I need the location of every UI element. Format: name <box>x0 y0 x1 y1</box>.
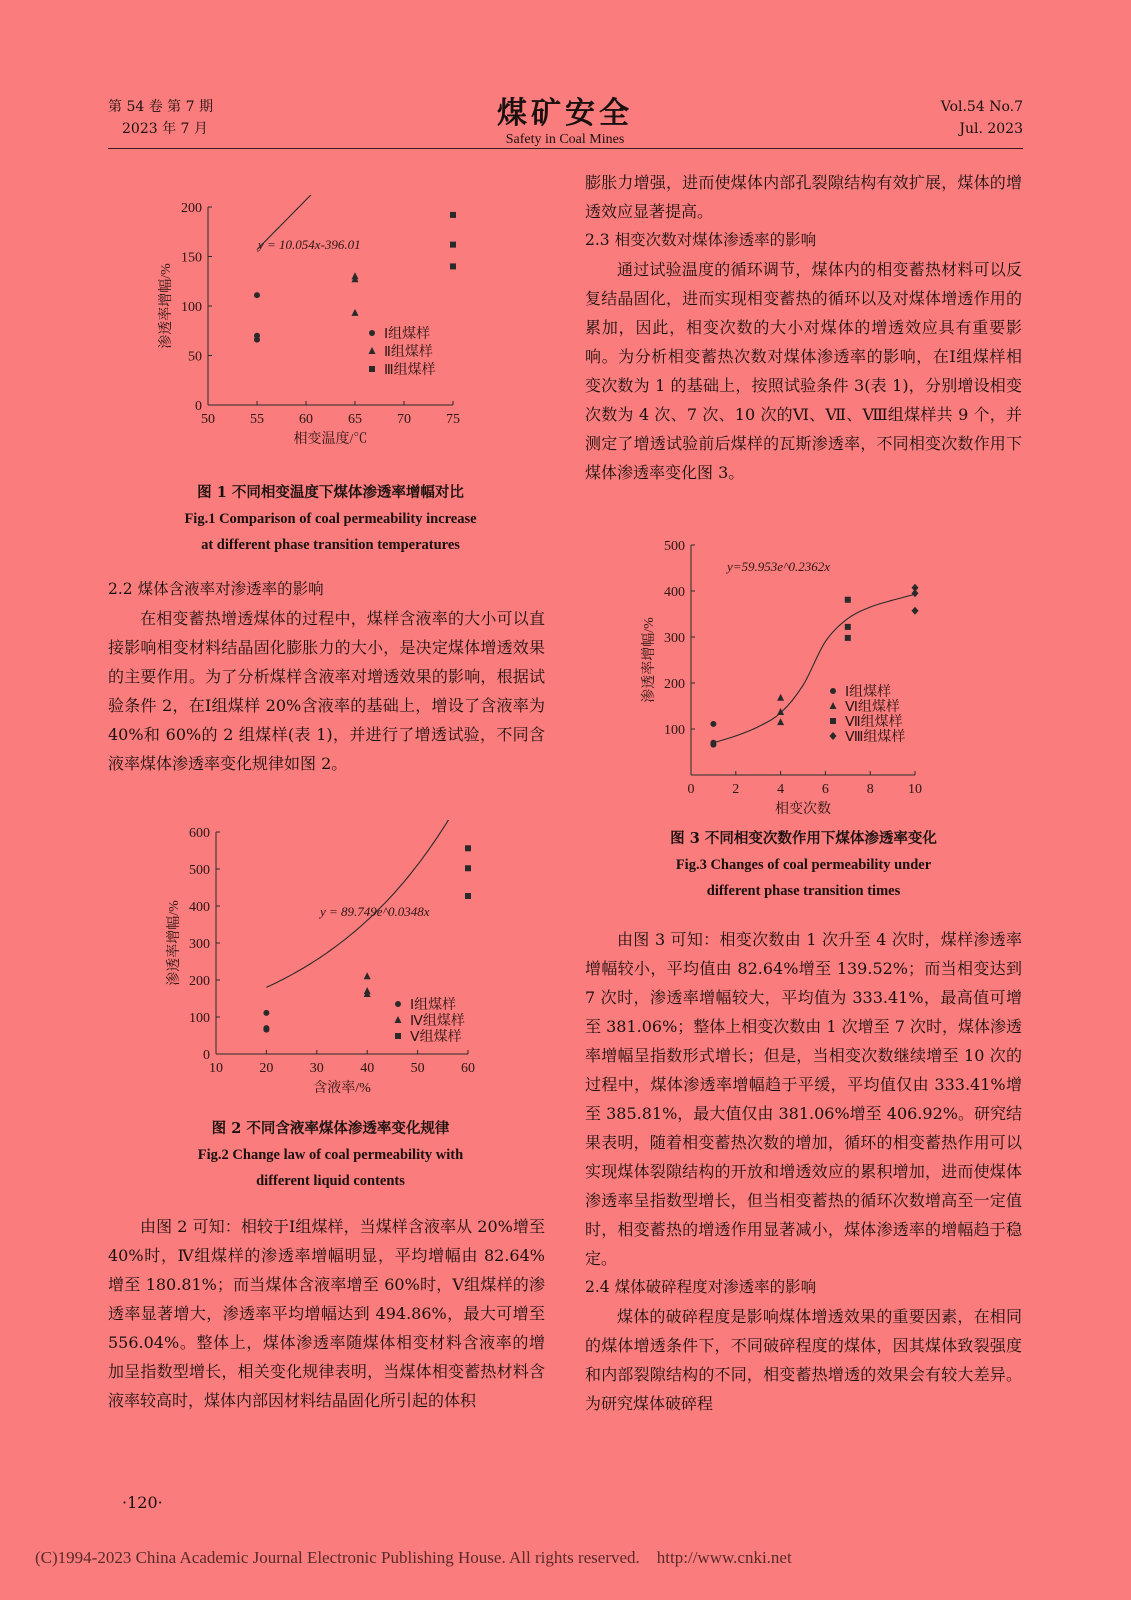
data-point-series-3 <box>465 893 471 899</box>
data-point-series-1 <box>254 292 260 298</box>
y-tick-label: 100 <box>189 1011 210 1026</box>
x-tick-label: 60 <box>461 1061 475 1076</box>
legend-label: Ⅱ组煤样 <box>384 345 433 360</box>
fit-equation: y=59.953e^0.2362x <box>727 559 831 574</box>
legend-marker <box>395 1001 401 1007</box>
y-tick-label: 0 <box>195 399 202 414</box>
data-point-series-3 <box>450 242 456 248</box>
y-tick-label: 400 <box>189 900 210 915</box>
figure-2-caption-en-2: different liquid contents <box>256 1173 405 1189</box>
y-tick-label: 0 <box>203 1048 210 1063</box>
issue-info <box>108 96 213 140</box>
figure-1-caption-en-1: Fig.1 Comparison of coal permeability increase <box>184 511 477 527</box>
journal-title-cn: 煤矿安全 <box>497 96 633 131</box>
header-rule <box>108 148 1023 149</box>
data-point-series-2 <box>352 309 359 316</box>
section-2-4-heading: 2.4 煤体破碎程度对渗透率的影响 <box>585 1278 817 1296</box>
issue-date-en: Jul. 2023 <box>959 121 1023 137</box>
data-point-series-1 <box>263 1027 269 1033</box>
y-tick-label: 100 <box>664 723 685 738</box>
volume-issue-en: Vol.54 No.7 <box>940 99 1023 115</box>
figure-2-caption-en-1: Fig.2 Change law of coal permeability with <box>197 1147 464 1163</box>
legend-label: Ⅰ组煤样 <box>410 998 457 1013</box>
legend-marker <box>395 1033 401 1039</box>
y-tick-label: 600 <box>189 826 210 841</box>
x-tick-label: 40 <box>360 1061 375 1076</box>
page-number: ·120· <box>122 1493 163 1512</box>
x-axis-title: 相变次数 <box>775 802 831 817</box>
figure-3-discussion: 由图 3 可知：相变次数由 1 次升至 4 次时，煤样渗透率增幅较小，平均值由 82.64%增至 139.52%；而当相变达到 7 次时，渗透率增幅较大，平均值为 333.41%，最高值可增至 381.06%；整体上相变次数由 1 次增至 7 次时，煤体渗透率增幅呈指数形式增长；但是，当相变次数继续增至 10 次的过程中，煤体渗透率增幅趋于平缓，平均值仅由 333.41%增至 385.81%，最大值仅由 381.06%增至 406.92%。研究结果表明，随着相变蓄热次数的增加，循环的相变蓄热作用可以实现煤体裂隙结构的开放和增透效应的累积增加，进而使煤体渗透率呈指数型增长，但当相变蓄热的循环次数增高至一定值时，相变蓄热的增透作用显著减小，煤体渗透率的增幅趋于稳定。 <box>585 930 1022 1268</box>
x-tick-label: 55 <box>250 412 264 427</box>
y-tick-label: 500 <box>189 863 210 878</box>
figure-3-caption <box>585 826 1022 904</box>
journal-masthead <box>465 88 665 148</box>
figure-2-discussion: 由图 2 可知：相较于Ⅰ组煤样，当煤样含液率从 20%增至 40%时，Ⅳ组煤样的渗透率增幅明显，平均增幅由 82.64%增至 180.81%；而当煤体含液率增至 60%时，Ⅴ组煤样的渗透率显著增大，渗透率平均增幅达到 494.86%，最大可增至 556.04%。整体上，煤体渗透率随煤体相变材料含液率的增加呈指数型增长，相关变化规律表明，当煤体相变蓄热材料含液率较高时，煤体内部因材料结晶固化所引起的体积 <box>108 1217 545 1410</box>
legend-marker <box>830 688 836 694</box>
y-tick-label: 100 <box>181 300 202 315</box>
volume-issue: 第 54 卷 第 7 期 <box>108 99 213 115</box>
figure-1-caption-en-2: at different phase transition temperatures <box>201 537 460 553</box>
data-point-series-1 <box>710 721 716 727</box>
data-point-series-3 <box>845 635 851 641</box>
data-point-series-2 <box>777 694 784 701</box>
y-tick-label: 400 <box>664 585 685 600</box>
data-point-series-4 <box>912 607 919 615</box>
figure-3-chart <box>625 535 970 820</box>
figure-3-caption-en-1: Fig.3 Changes of coal permeability under <box>675 857 932 873</box>
figure-3-caption-cn: 图 3 不同相变次数作用下煤体渗透率变化 <box>670 830 937 847</box>
x-tick-label: 70 <box>397 412 411 427</box>
y-tick-label: 50 <box>188 349 202 365</box>
x-axis-title: 相变温度/℃ <box>293 432 368 447</box>
journal-title-en: Safety in Coal Mines <box>505 132 625 147</box>
legend-label: Ⅶ组煤样 <box>845 715 903 730</box>
x-tick-label: 10 <box>908 782 922 797</box>
issue-date: 2023 年 7 月 <box>122 121 208 137</box>
data-point-series-2 <box>777 708 784 715</box>
data-point-series-3 <box>465 845 471 851</box>
issue-info-en <box>930 96 1023 140</box>
legend-label: Ⅵ组煤样 <box>845 700 900 715</box>
legend-label: Ⅰ组煤样 <box>845 685 892 700</box>
x-tick-label: 65 <box>348 412 362 427</box>
x-tick-label: 4 <box>777 782 785 797</box>
data-point-series-3 <box>465 865 471 871</box>
y-tick-label: 200 <box>181 201 202 216</box>
fit-equation: y = 10.054x-396.01 <box>258 237 361 252</box>
section-2-2-paragraph: 在相变蓄热增透煤体的过程中，煤样含液率的大小可以直接影响相变材料结晶固化膨胀力的大小，是决定煤体增透效果的主要作用。为了分析煤样含液率对增透效果的影响，根据试验条件 2，在Ⅰ组煤样 20%含液率的基础上，增设了含液率为 40%和 60%的 2 组煤样(表 1)，并进行了增透试验，不同含液率煤体渗透率变化规律如图 2。 <box>108 609 545 773</box>
data-point-series-4 <box>912 589 919 597</box>
y-axis-title: 渗透率增幅/% <box>167 900 182 986</box>
legend-marker <box>395 1016 402 1023</box>
legend-marker <box>830 702 837 709</box>
figure-3-caption-en-2: different phase transition times <box>706 883 901 899</box>
y-tick-label: 300 <box>664 631 685 646</box>
figure-1-caption <box>108 480 553 558</box>
y-tick-label: 500 <box>664 539 685 554</box>
section-2-4-paragraph: 煤体的破碎程度是影响煤体增透效果的重要因素，在相同的煤体增透条件下，不同破碎程度的煤体，因其煤体致裂强度和内部裂隙结构的不同，相变蓄热增透的效果会有较大差异。为研究煤体破碎程 <box>585 1307 1022 1413</box>
y-axis-title: 渗透率增幅/% <box>642 617 657 703</box>
x-tick-label: 75 <box>446 412 460 427</box>
y-tick-label: 300 <box>189 937 210 952</box>
x-tick-label: 6 <box>821 782 829 797</box>
figure-2-chart <box>150 820 495 1100</box>
legend-label: Ⅴ组煤样 <box>410 1030 462 1045</box>
legend-marker <box>369 330 375 336</box>
legend-label: Ⅰ组煤样 <box>384 327 431 342</box>
copyright-footer: (C)1994-2023 China Academic Journal Electronic Publishing House. All rights reserved. http://www.cnki.net <box>35 1548 792 1567</box>
fit-equation: y = 89.749e^0.0348x <box>320 904 430 919</box>
legend-marker <box>830 718 836 724</box>
data-point-series-3 <box>450 212 456 218</box>
x-tick-label: 10 <box>209 1061 223 1076</box>
data-point-series-3 <box>450 263 456 269</box>
data-point-series-2 <box>364 972 371 979</box>
legend-marker <box>369 366 375 372</box>
figure-1-caption-cn: 图 1 不同相变温度下煤体渗透率增幅对比 <box>197 484 464 501</box>
y-tick-label: 150 <box>181 250 202 266</box>
left-column-lower <box>108 1212 545 1415</box>
section-2-2-heading: 2.2 煤体含液率对渗透率的影响 <box>108 580 324 598</box>
legend-marker <box>830 732 837 740</box>
right-column-lower <box>585 925 1022 1418</box>
data-point-series-1 <box>254 337 260 343</box>
x-tick-label: 0 <box>687 782 695 797</box>
x-tick-label: 50 <box>201 412 215 427</box>
figure-2-caption <box>108 1116 553 1194</box>
x-tick-label: 50 <box>410 1061 425 1076</box>
x-tick-label: 20 <box>259 1061 274 1076</box>
x-tick-label: 30 <box>309 1061 324 1076</box>
data-point-series-1 <box>263 1010 269 1016</box>
data-point-series-3 <box>845 597 851 603</box>
y-tick-label: 200 <box>189 974 210 989</box>
left-column-upper <box>108 575 545 778</box>
right-column-upper <box>585 168 1022 487</box>
legend-label: Ⅷ组煤样 <box>845 730 906 745</box>
x-tick-label: 2 <box>732 782 740 797</box>
section-2-3-heading: 2.3 相变次数对煤体渗透率的影响 <box>585 231 817 249</box>
section-2-3-paragraph: 通过试验温度的循环调节，煤体内的相变蓄热材料可以反复结晶固化，进而实现相变蓄热的循环以及对煤体增透作用的累加，因此，相变次数的大小对煤体的增透效应具有重要影响。为分析相变蓄热次数对煤体渗透率的影响，在Ⅰ组煤样相变次数为 1 的基础上，按照试验条件 3(表 1)，分别增设相变次数为 4 次、7 次、10 次的Ⅵ、Ⅶ、Ⅷ组煤样共 9 个，并测定了增透试验前后煤样的瓦斯渗透率，不同相变次数作用下煤体渗透率变化图 3。 <box>585 260 1022 482</box>
y-tick-label: 200 <box>664 677 685 692</box>
data-point-series-2 <box>777 718 784 725</box>
data-point-series-3 <box>845 624 851 630</box>
legend-label: Ⅲ组煤样 <box>384 363 436 378</box>
x-axis-title: 含液率/% <box>313 1081 371 1096</box>
x-tick-label: 8 <box>866 782 874 797</box>
y-axis-title: 渗透率增幅/% <box>159 263 174 349</box>
figure-1-chart <box>150 195 490 465</box>
x-tick-label: 60 <box>299 412 313 427</box>
legend-label: Ⅳ组煤样 <box>410 1014 465 1029</box>
figure-2-caption-cn: 图 2 不同含液率煤体渗透率变化规律 <box>211 1120 450 1137</box>
legend-marker <box>369 347 376 354</box>
data-point-series-1 <box>710 742 716 748</box>
continued-paragraph: 膨胀力增强，进而使煤体内部孔裂隙结构有效扩展，煤体的增透效应显著提高。 <box>585 173 1022 221</box>
